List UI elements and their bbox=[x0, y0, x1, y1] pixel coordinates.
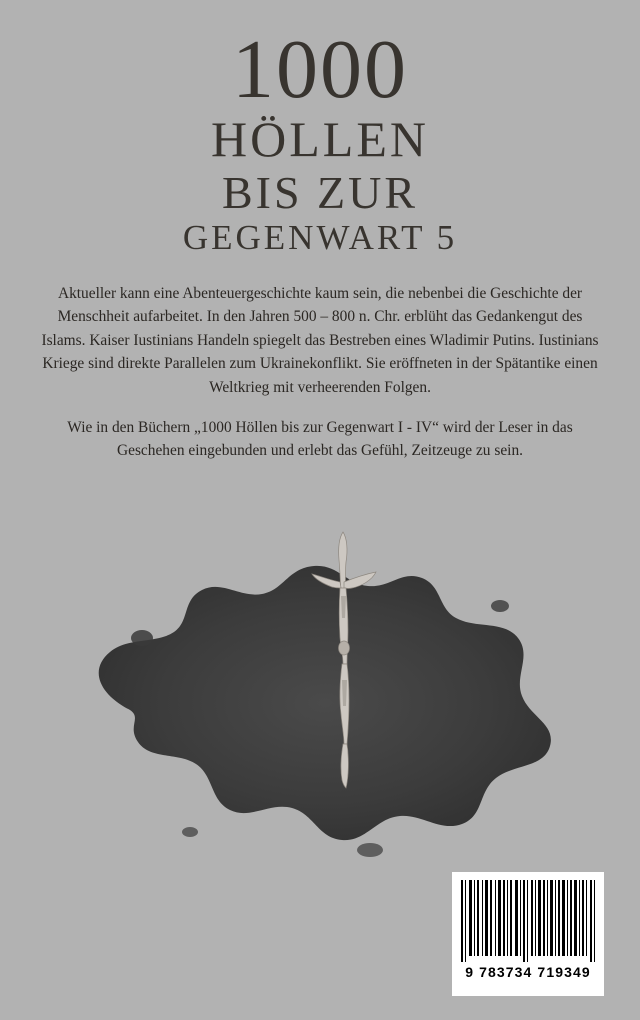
cover-illustration bbox=[70, 520, 570, 870]
crucifix-figure bbox=[310, 530, 380, 790]
title-line-3: BIS ZUR bbox=[221, 167, 419, 219]
title-line-2: HÖLLEN bbox=[211, 110, 429, 167]
barcode-bars bbox=[459, 880, 597, 962]
blurb-paragraph-2: Wie in den Büchern „1000 Höllen bis zur Gegenwart I - IV“ wird der Leser in das Geschehen eingebunden und erlebt das Gefühl, Zeitzeuge zu sein. bbox=[67, 419, 573, 460]
cover-title bbox=[0, 23, 640, 257]
blurb-paragraph-1: Aktueller kann eine Abenteuergeschichte kaum sein, die nebenbei die Geschichte der Menschheit aufarbeitet. In den Jahren 500 – 800 n. Chr. erblüht das Gedankengut des Islams. Kaiser Iustinians Handeln spiegelt das Bestreben eines Wladimir Putins. Iustinians Kriege sind direkte Parallelen zum Ukrainekonflikt. Sie eröffneten in der Spätantike einen Weltkrieg mit verheerenden Folgen. bbox=[41, 285, 599, 396]
barcode-number: 9 783734 719349 bbox=[465, 964, 591, 980]
barcode bbox=[452, 872, 604, 996]
title-line-4: GEGENWART 5 bbox=[182, 217, 458, 257]
title-line-1: 1000 bbox=[232, 23, 408, 116]
blurb-text bbox=[40, 282, 600, 463]
